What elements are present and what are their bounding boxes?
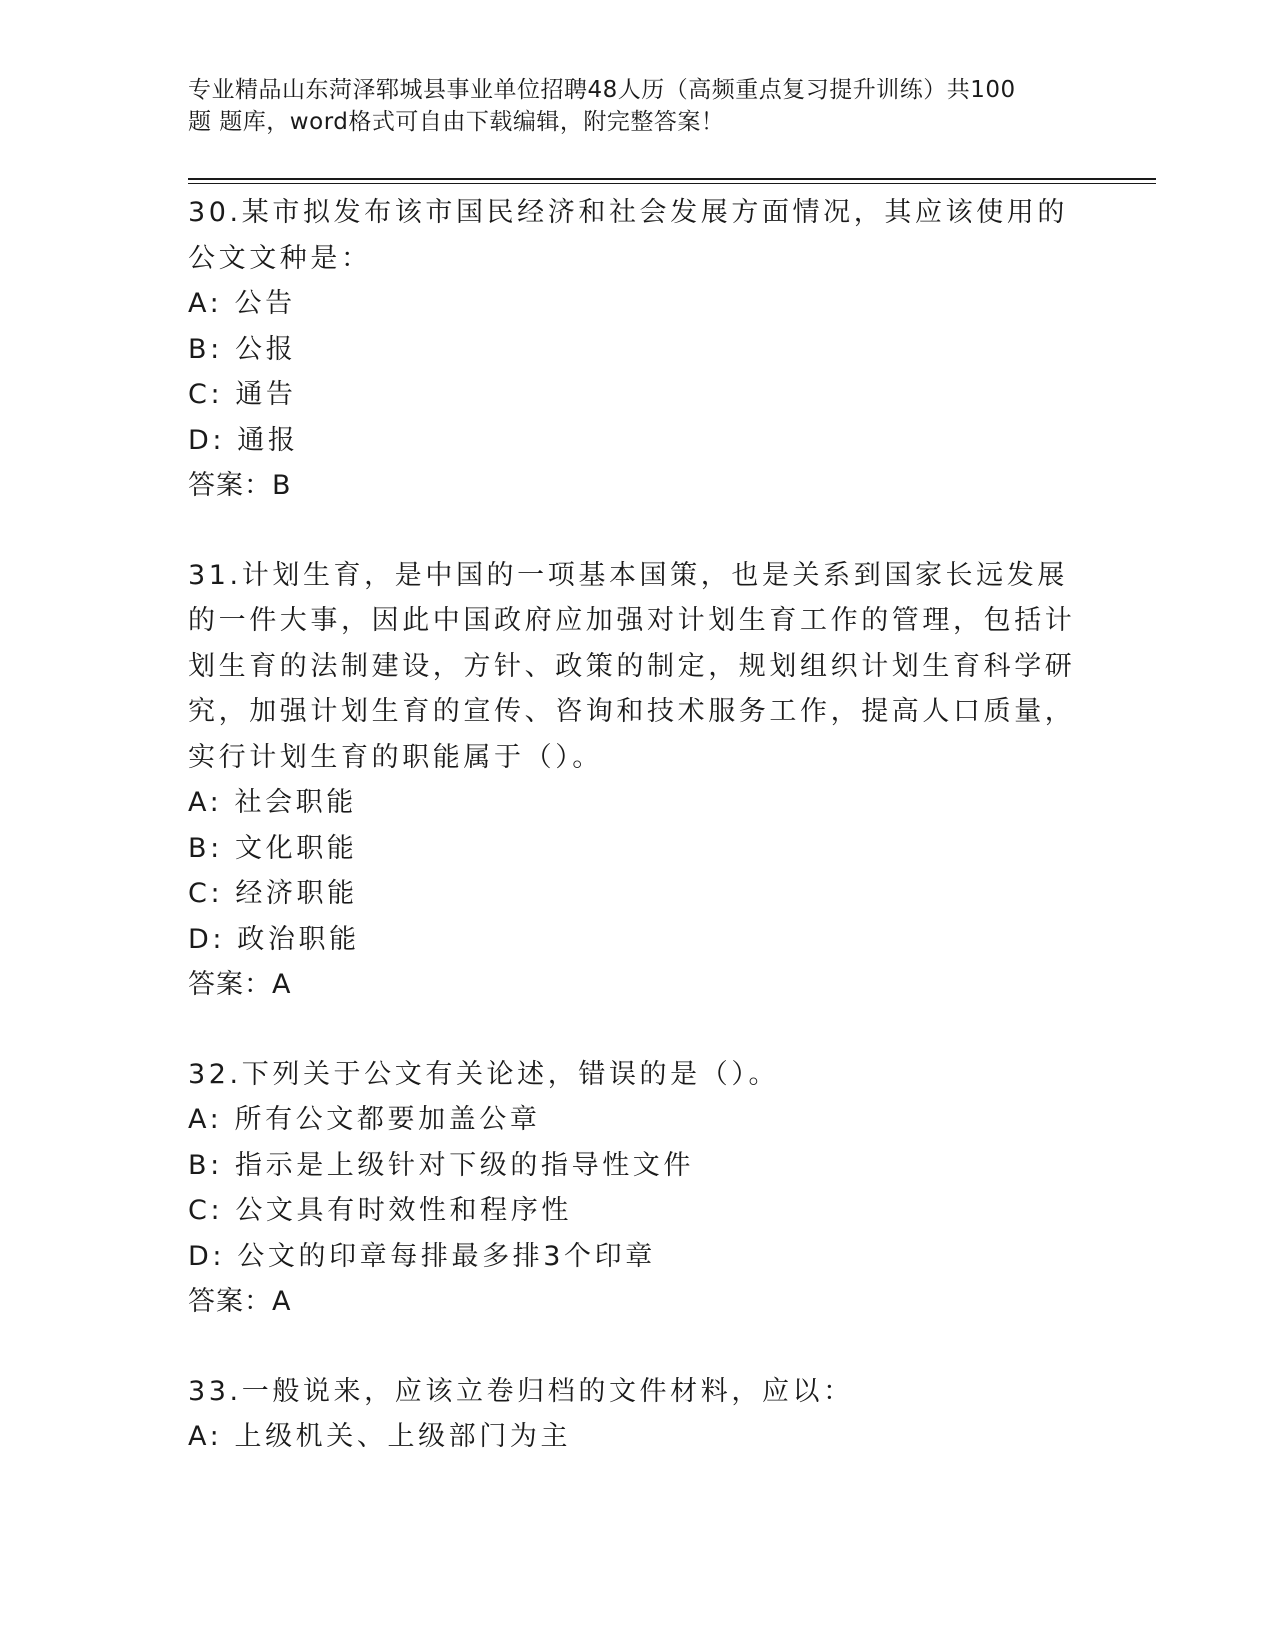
header-rule-thick [188,178,1156,180]
option-b: B: 指示是上级针对下级的指导性文件 [188,1149,695,1181]
question-stem: 32.下列关于公文有关论述，错误的是（）。 [188,1058,780,1090]
answer: 答案：B [188,470,292,501]
header-rule-thin [188,183,1156,184]
option-a: A: 社会职能 [188,787,357,818]
option-c: C: 经济职能 [188,878,358,909]
option-c: C: 通告 [188,379,297,410]
option-a: A: 公告 [188,288,296,319]
question-31 [188,553,1078,1008]
option-b: B: 公报 [188,333,297,365]
option-d: D: 通报 [188,424,299,456]
question-stem: 30.某市拟发布该市国民经济和社会发展方面情况，其应该使用的公文文种是： [188,197,1068,274]
option-b: B: 文化职能 [188,832,358,864]
option-a: A: 上级机关、上级部门为主 [188,1421,572,1452]
question-list [188,190,1078,1504]
page-header [188,74,1068,138]
header-line-2: 题 题库，word格式可自由下载编辑，附完整答案！ [188,109,725,135]
option-a: A: 所有公文都要加盖公章 [188,1104,541,1135]
question-33 [188,1369,1078,1460]
question-30 [188,190,1078,509]
header-line-1: 专业精品山东菏泽郓城县事业单位招聘48人历（高频重点复习提升训练）共100 [188,77,1016,103]
option-d: D: 政治职能 [188,923,360,955]
answer: 答案：A [188,969,292,1000]
option-d: D: 公文的印章每排最多排3个印章 [188,1240,656,1272]
question-stem: 33.一般说来，应该立卷归档的文件材料，应以： [188,1375,854,1407]
option-c: C: 公文具有时效性和程序性 [188,1195,572,1226]
answer: 答案：A [188,1286,292,1317]
question-stem: 31.计划生育，是中国的一项基本国策，也是关系到国家长远发展的一件大事，因此中国政府应加强对计划生育工作的管理，包括计划生育的法制建设，方针、政策的制定，规划组织计划生育科学研究，加强计划生育的宣传、咨询和技术服务工作，提高人口质量，实行计划生育的职能属于（）。 [188,559,1076,773]
question-32 [188,1052,1078,1325]
